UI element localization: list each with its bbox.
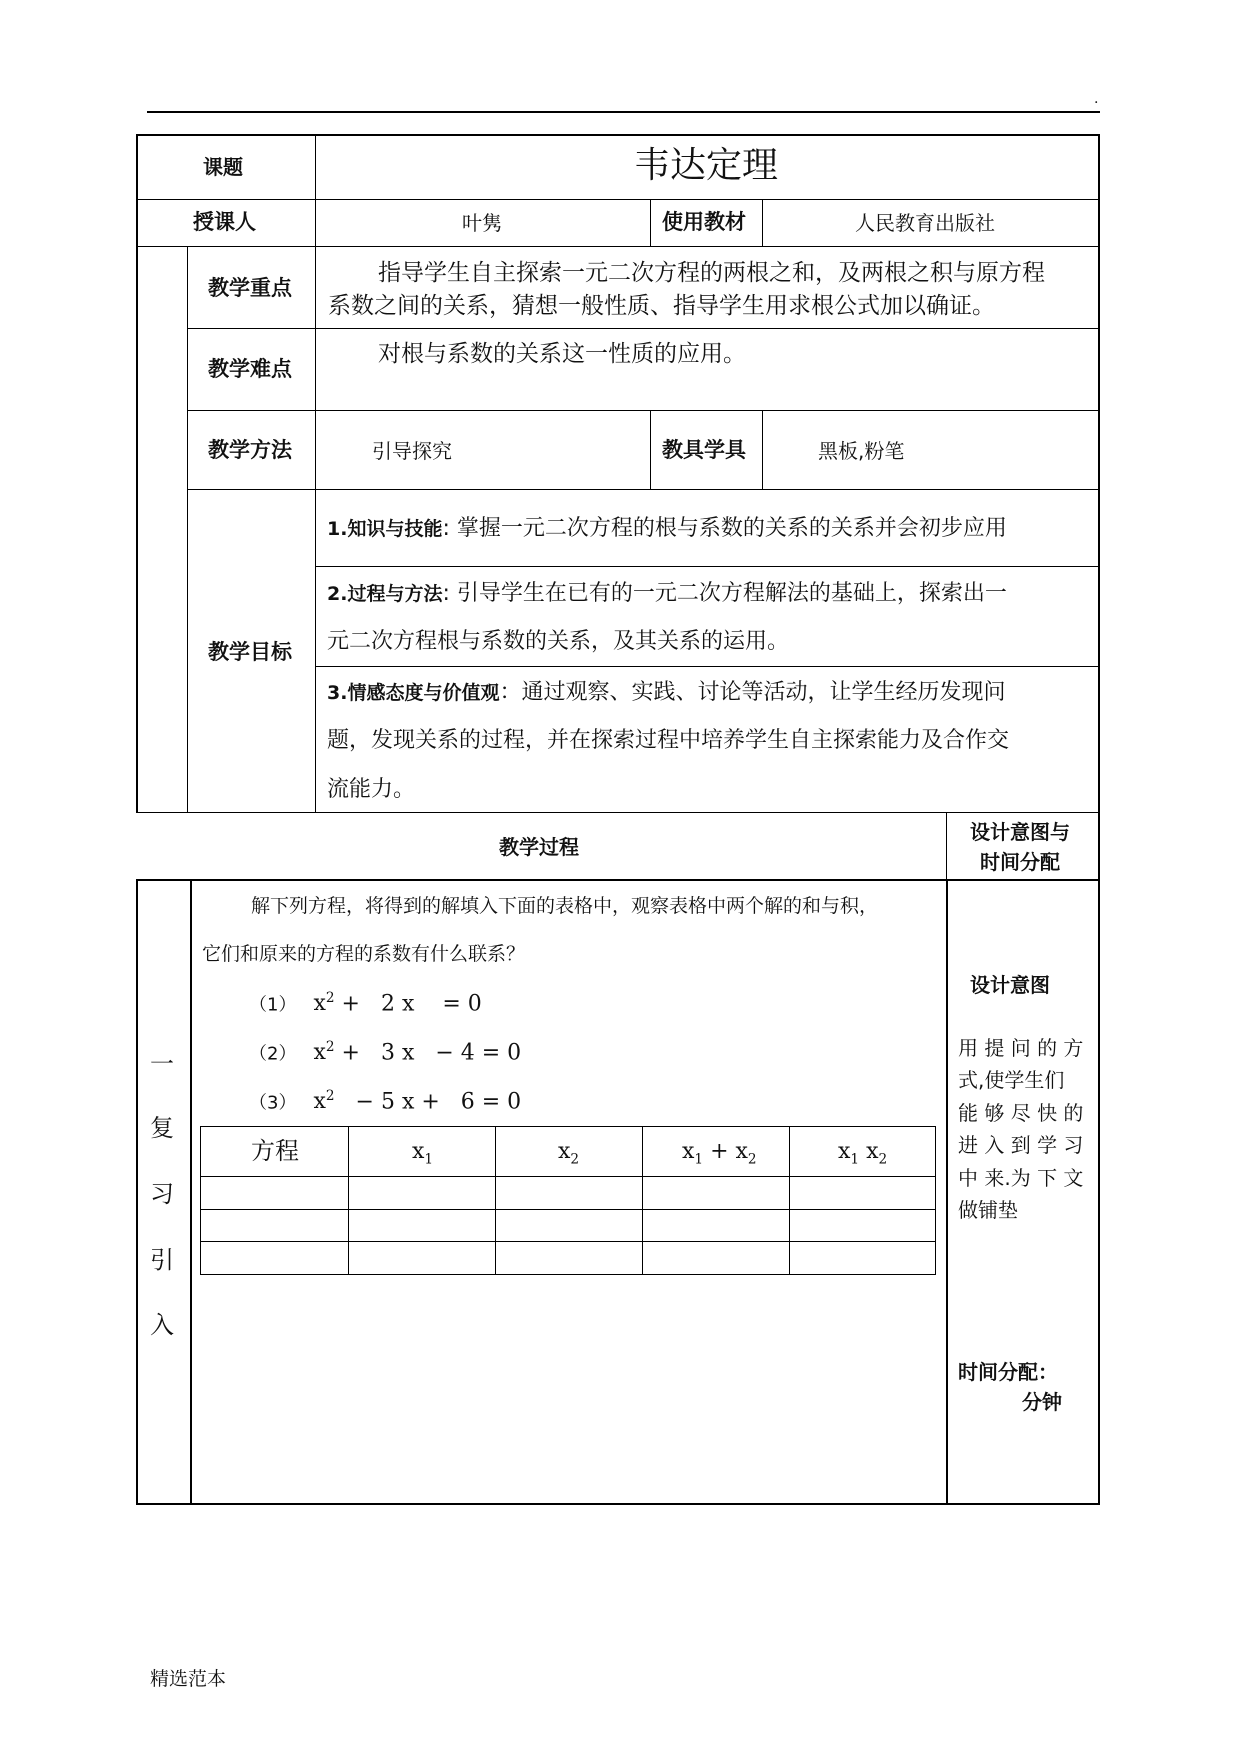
grid-header-equation: 方程 xyxy=(251,1137,299,1165)
design-header-line-2: 时间分配 xyxy=(980,850,1060,874)
section-label-char-4: 引 xyxy=(150,1246,174,1274)
col-divider xyxy=(762,410,763,490)
section-label-char-3: 习 xyxy=(150,1180,174,1208)
design-header-line-1: 设计意图与 xyxy=(970,820,1070,844)
goal-2-title: 2.过程与方法 xyxy=(327,583,443,605)
design-text-line-2: 式,使学生们 xyxy=(958,1068,1065,1092)
goal-1-title: 1.知识与技能 xyxy=(327,518,443,540)
row-divider xyxy=(315,566,1100,567)
difficulty-label: 教学难点 xyxy=(208,357,292,381)
grid-line xyxy=(200,1241,936,1242)
section-border-left xyxy=(136,880,138,1505)
intro-line-1: 解下列方程，将得到的解填入下面的表格中，观察表格中两个解的和与积， xyxy=(251,895,879,917)
topic-title: 韦达定理 xyxy=(634,145,779,186)
grid-line xyxy=(200,1209,936,1210)
design-text-line-1: 用 提 问 的 方 xyxy=(958,1036,1084,1060)
key-point-line-2: 系数之间的关系，猜想一般性质、指导学生用求根公式加以确证。 xyxy=(328,293,995,319)
design-title: 设计意图 xyxy=(970,973,1050,997)
goal-2-line-1 xyxy=(327,583,1007,605)
goals-label: 教学目标 xyxy=(208,640,292,664)
time-allocation-label: 时间分配： xyxy=(958,1360,1058,1384)
method-value: 引导探究 xyxy=(372,439,452,463)
grid-header-x1: $x_1$ xyxy=(412,1139,434,1168)
section-col-divider xyxy=(190,880,192,1505)
tools-label: 教具学具 xyxy=(662,438,746,462)
time-allocation-unit: 分钟 xyxy=(1022,1390,1062,1414)
intro-line-2: 它们和原来的方程的系数有什么联系？ xyxy=(202,943,526,965)
row-divider xyxy=(136,812,1100,813)
method-label: 教学方法 xyxy=(208,438,292,462)
header-rule xyxy=(147,111,1100,113)
goal-3-line-2: 题，发现关系的过程，并在探索过程中培养学生自主探索能力及合作交 xyxy=(327,728,1010,753)
section-col-divider xyxy=(946,880,948,1505)
grid-line xyxy=(935,1126,936,1275)
col-divider xyxy=(650,410,651,490)
key-point-label: 教学重点 xyxy=(208,276,292,300)
goal-1-text: : 掌握一元二次方程的根与系数的关系的关系并会初步应用 xyxy=(442,516,1007,541)
equation-2: （2） $x^2 + 3$ x − 4 = 0 xyxy=(249,1039,522,1066)
grid-line xyxy=(348,1126,349,1275)
design-text-line-4: 进 入 到 学 习 xyxy=(958,1133,1084,1157)
grid-line xyxy=(200,1126,201,1275)
col-divider xyxy=(762,199,763,247)
grid-line xyxy=(495,1126,496,1275)
grid-header-x2: $x_2$ xyxy=(558,1139,580,1168)
topic-label: 课题 xyxy=(203,155,243,179)
grid-line xyxy=(642,1126,643,1275)
section-border-bottom xyxy=(136,1503,1100,1505)
section-border-right xyxy=(1098,880,1100,1505)
row-divider xyxy=(187,410,1100,411)
col-divider xyxy=(650,199,651,247)
section-label-char-1: 一 xyxy=(150,1050,174,1078)
grid-line xyxy=(200,1126,936,1127)
goal-3-line-3: 流能力。 xyxy=(327,777,416,802)
footer-text: 精选范本 xyxy=(150,1668,227,1690)
design-text-line-3: 能 够 尽 快 的 xyxy=(958,1101,1084,1125)
row-divider xyxy=(136,246,1100,247)
col-divider xyxy=(187,246,188,813)
row-divider xyxy=(187,328,1100,329)
row-divider xyxy=(136,879,1100,881)
goal-1 xyxy=(327,518,1007,540)
row-divider xyxy=(315,666,1100,667)
row-divider xyxy=(187,489,1100,490)
goal-3-title: 3.情感态度与价值观 xyxy=(327,682,500,704)
goal-2-text: : 引导学生在已有的一元二次方程解法的基础上，探索出一 xyxy=(442,581,1007,606)
goal-2-line-2: 元二次方程根与系数的关系，及其关系的运用。 xyxy=(327,629,790,654)
textbook-label: 使用教材 xyxy=(662,210,746,234)
difficulty-value: 对根与系数的关系这一性质的应用。 xyxy=(378,341,746,367)
table-border-left xyxy=(136,134,138,813)
col-divider xyxy=(315,134,316,813)
tools-value: 黑板,粉笔 xyxy=(818,439,905,463)
table-border-top xyxy=(136,134,1100,136)
design-text-line-6: 做铺垫 xyxy=(958,1198,1018,1222)
section-label-char-5: 入 xyxy=(150,1311,174,1339)
grid-line xyxy=(200,1274,936,1275)
section-label-char-2: 复 xyxy=(150,1114,174,1142)
key-point-line-1: 指导学生自主探索一元二次方程的两根之和，及两根之积与原方程 xyxy=(378,260,1045,286)
equation-1: （1） $x^2 + 2$ x = 0 xyxy=(249,990,482,1017)
equation-3: （3） $x^2 - 5$ x + 6 = 0 xyxy=(249,1088,522,1115)
textbook-value: 人民教育出版社 xyxy=(855,211,995,235)
grid-header-product: $x_1$ $x_2$ xyxy=(838,1139,888,1168)
grid-header-sum: $x_1 + x_2$ xyxy=(682,1139,757,1168)
col-divider xyxy=(946,812,947,881)
grid-line xyxy=(789,1126,790,1275)
design-text-line-5: 中 来.为 下 文 xyxy=(958,1166,1084,1190)
grid-line xyxy=(200,1176,936,1177)
process-label: 教学过程 xyxy=(499,835,579,859)
header-dot: . xyxy=(1094,91,1099,107)
goal-3-text: ：通过观察、实践、讨论等活动，让学生经历发现问 xyxy=(499,680,1006,705)
goal-3-line-1 xyxy=(327,682,1005,704)
teacher-label: 授课人 xyxy=(193,210,256,234)
row-divider xyxy=(136,199,1100,200)
teacher-value: 叶隽 xyxy=(462,211,502,235)
